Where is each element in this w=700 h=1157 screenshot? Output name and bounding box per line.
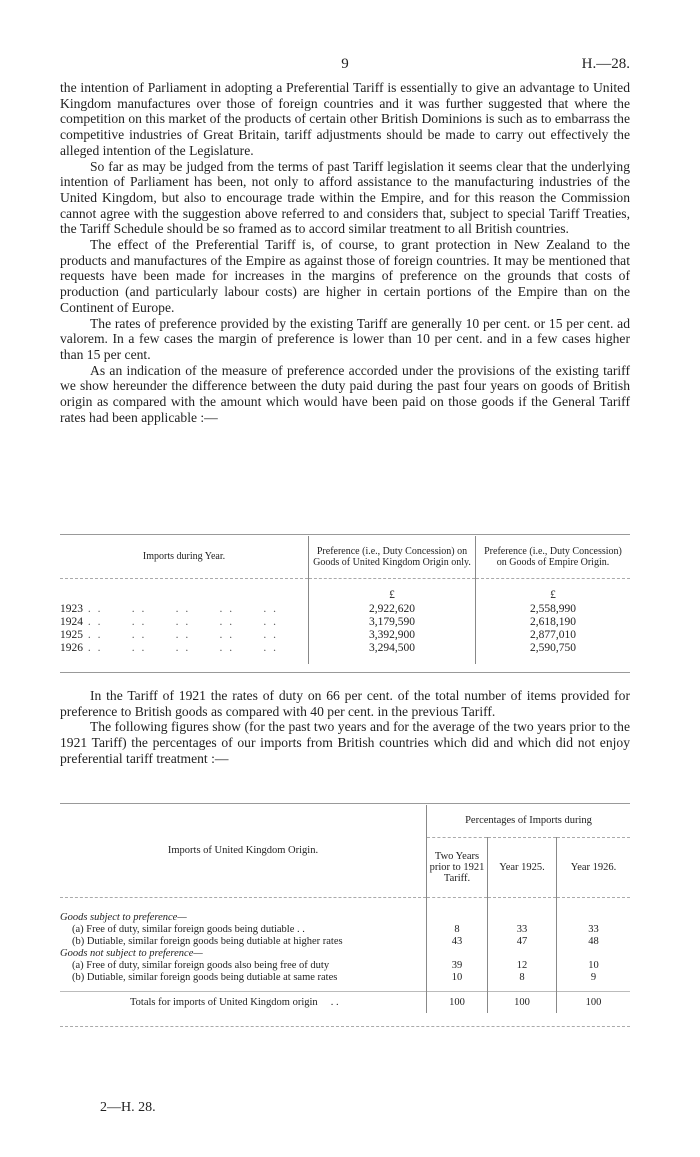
paragraph: The rates of preference provided by the existing Tariff are generally 10 per cent. or 15 per cent. ad valorem. In a few cases the margin of preference is lower than 10 per cent. and in a few cases higher than 15 per cent. [60, 315, 630, 362]
value-cell: 8 [427, 923, 488, 935]
section-code: H.—28. [581, 56, 630, 72]
leader-dots: . . [294, 923, 305, 935]
value-cell: 12 [488, 959, 557, 971]
table-row [60, 935, 630, 947]
total-cell: 100 [427, 991, 488, 1013]
table-rule [60, 1026, 630, 1027]
group-label: Goods subject to preference— [60, 911, 187, 923]
empire-value: 2,618,190 [476, 615, 631, 628]
value-cell: 47 [488, 935, 557, 947]
empire-value: 2,590,750 [476, 641, 631, 654]
row-label: (b) Dutiable, similar foreign goods being dutiable at same rates [72, 971, 338, 983]
group-header-row [60, 805, 630, 837]
group-label: Goods not subject to preference— [60, 947, 203, 959]
year-cell: 1925 [60, 628, 83, 641]
percentages-table [60, 805, 630, 1013]
footer-signature: 2—H. 28. [100, 1100, 156, 1115]
paragraph: As an indication of the measure of preference accorded under the provisions of the existing tariff we show hereunder the difference between the duty paid during the past four years on goods of British origin as compared with the amount which would have been paid on those goods if the General Tariff rates had been applicable :— [60, 362, 630, 425]
column-header: Two Years prior to 1921 Tariff. [427, 837, 488, 897]
table-row [60, 959, 630, 971]
page-header [60, 56, 630, 76]
page-number: 9 [341, 56, 349, 72]
mid-text [60, 688, 630, 767]
table-header-row [60, 536, 630, 578]
row-header: Imports of United Kingdom Origin. [167, 845, 319, 857]
value-cell: 33 [488, 923, 557, 935]
uk-value: 3,392,900 [309, 628, 476, 641]
group-label-row [60, 947, 630, 959]
table-rule [60, 803, 630, 804]
uk-value: 2,922,620 [309, 602, 476, 615]
value-cell: 8 [488, 971, 557, 983]
year-cell: 1926 [60, 641, 83, 654]
year-cell: 1924 [60, 615, 83, 628]
totals-row [60, 991, 630, 1013]
column-header: Preference (i.e., Duty Concession) on Goods of United Kingdom Origin only. [309, 536, 476, 578]
paragraph: The following figures show (for the past two years and for the average of the two years prior to the 1921 Tariff) the percentages of our imports from British countries which did and which did not enjoy preferential tariff treatment :— [60, 719, 630, 766]
row-label: (a) Free of duty, similar foreign goods being dutiable [72, 923, 295, 935]
preference-table [60, 536, 630, 664]
currency-symbol: £ [309, 588, 476, 602]
row-label: (a) Free of duty, similar foreign goods also being free of duty [72, 959, 330, 971]
column-header: Imports during Year. [142, 551, 226, 563]
column-header: Year 1925. [488, 837, 557, 897]
table-row: 1926 . . . . . . . . . . 3,294,500 2,590,750 [60, 641, 630, 654]
paragraph: In the Tariff of 1921 the rates of duty on 66 per cent. of the total number of items provided for preference to British goods as compared with 40 per cent. in the previous Tariff. [60, 688, 630, 719]
table-row: 1924 . . . . . . . . . . 3,179,590 2,618,190 [60, 615, 630, 628]
total-cell: 100 [488, 991, 557, 1013]
value-cell: 39 [427, 959, 488, 971]
value-cell: 33 [557, 923, 631, 935]
leader-dots: . . [330, 996, 339, 1008]
table-rule [60, 672, 630, 673]
value-cell: 43 [427, 935, 488, 947]
paragraph: The effect of the Preferential Tariff is, of course, to grant protection in New Zealand to the products and manufactures of the Empire as against those of foreign countries. It may be mentioned that requests have been made for increases in the margins of preference on the grounds that costs of production (and particularly labour costs) are higher in certain portions of the Empire than on the Continent of Europe. [60, 237, 630, 315]
total-cell: 100 [557, 991, 631, 1013]
column-header: Year 1926. [557, 837, 631, 897]
empire-value: 2,877,010 [476, 628, 631, 641]
body-text [60, 80, 630, 425]
totals-label: Totals for imports of United Kingdom origin [130, 996, 318, 1008]
paragraph: So far as may be judged from the terms of past Tariff legislation it seems clear that the underlying intention of Parliament has been, not only to afford assistance to the manufacturing industries of the United Kingdom, but also to encourage trade within the Empire, and for this reason the Commission cannot agree with the suggestion above referred to and considers that, subject to special Tariff Treaties, the Tariff Schedule should be so framed as to accord similar treatment to all British countries. [60, 158, 630, 237]
column-header: Preference (i.e., Duty Concession) on Goods of Empire Origin. [476, 536, 631, 578]
currency-symbol: £ [476, 588, 631, 602]
table-row [60, 923, 630, 935]
empire-value: 2,558,990 [476, 602, 631, 615]
row-label: (b) Dutiable, similar foreign goods being dutiable at higher rates [72, 935, 343, 947]
table-rule [60, 534, 630, 535]
paragraph: the intention of Parliament in adopting a Preferential Tariff is essentially to give an advantage to United Kingdom manufactures over those of foreign countries and it was further suggested that where the competition on this market of the products of certain other British Dominions is such as to embarrass the competitive industries of Great Britain, tariff adjustments should be made to carry out effectively the alleged intention of the Legislature. [60, 80, 630, 158]
value-cell: 10 [557, 959, 631, 971]
uk-value: 3,294,500 [309, 641, 476, 654]
value-cell: 9 [557, 971, 631, 983]
table-row: 1923 . . . . . . . . . . 2,922,620 2,558,990 [60, 602, 630, 615]
group-header: Percentages of Imports during [427, 805, 631, 837]
value-cell: 10 [427, 971, 488, 983]
year-cell: 1923 [60, 602, 83, 615]
currency-row [60, 588, 630, 602]
uk-value: 3,179,590 [309, 615, 476, 628]
group-label-row [60, 911, 630, 923]
table-row [60, 971, 630, 983]
value-cell: 48 [557, 935, 631, 947]
table-row: 1925 . . . . . . . . . . 3,392,900 2,877,010 [60, 628, 630, 641]
